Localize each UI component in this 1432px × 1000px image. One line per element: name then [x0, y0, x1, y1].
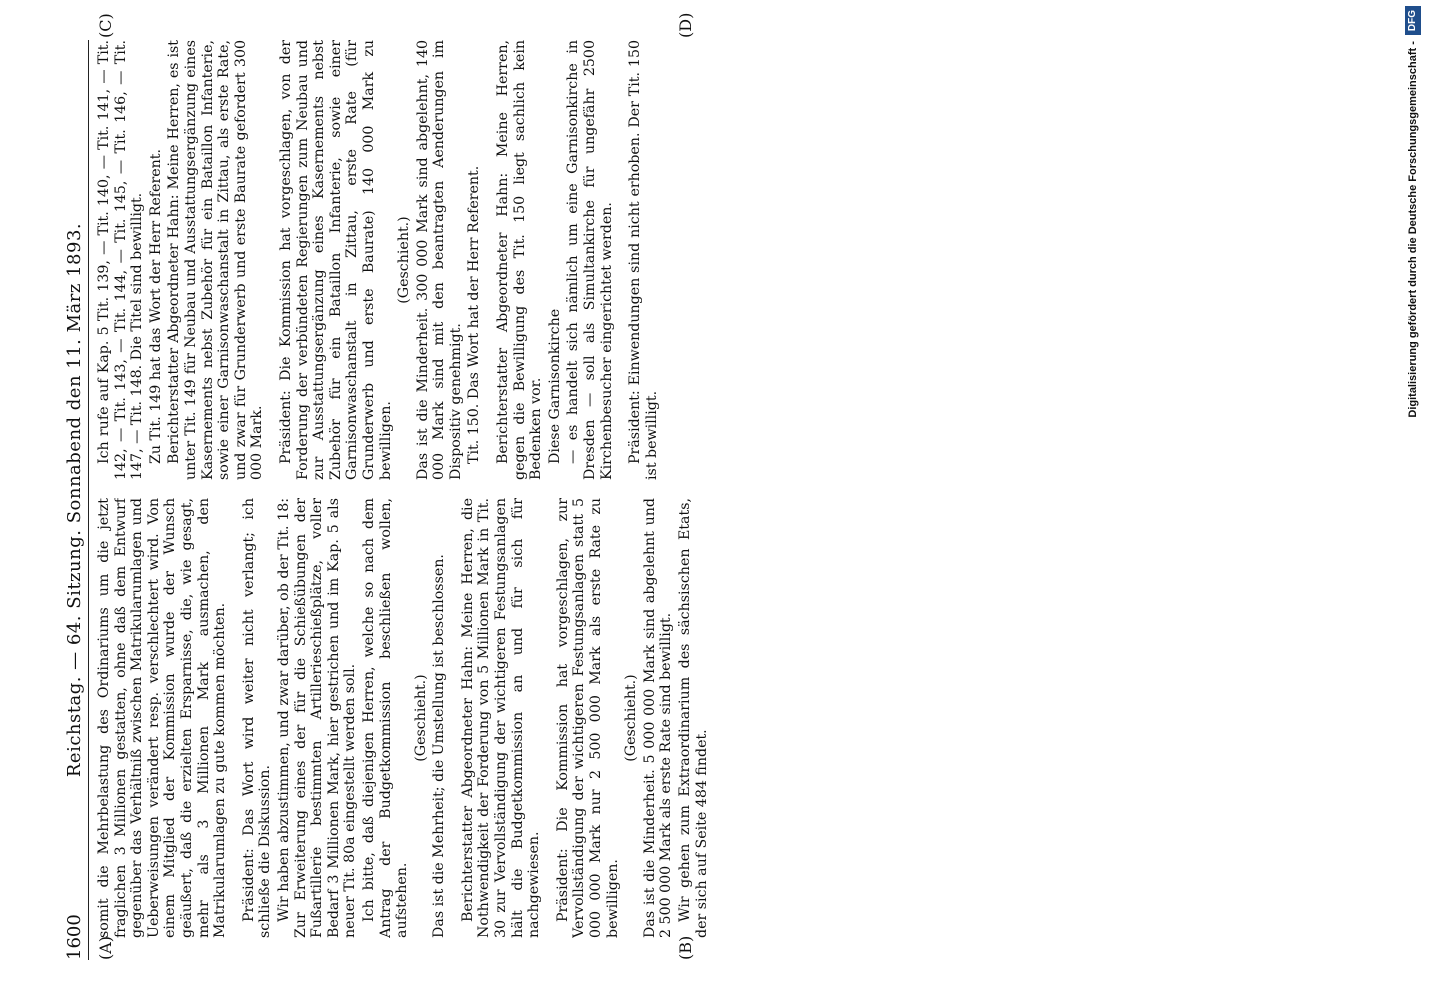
- footer-text-line: [1396, 0, 1430, 1000]
- margin-marker-d: (D): [676, 12, 695, 38]
- paragraph: Wir gehen zum Extraordinarium des sächsischen Etats, der sich auf Seite 484 findet.: [677, 498, 710, 938]
- paragraph: (Geschieht.): [623, 674, 640, 762]
- right-column: [96, 40, 1376, 480]
- paragraph: Wir haben abzustimmen, und zwar darüber, ob der Tit. 18: Zur Erweiterung eines der für die Schießübungen der Fußartillerie bestimmten Artillerieschießplätze, voller Bedarf 3 Millionen Mark, hier gestrichen und im Kap. 5 als neuer Tit. 80a eingestellt werden soll.: [275, 498, 359, 938]
- margin-marker-c: (C): [96, 13, 115, 38]
- paragraph: Zu Tit. 149 hat das Wort der Herr Referent.: [147, 149, 164, 464]
- margin-marker-b: (B): [676, 935, 695, 960]
- paragraph: Berichterstatter Abgeordneter Hahn: Meine Herren, die Nothwendigkeit der Forderung von 5 Millionen Mark in Tit. 30 zur Vervollständigung der wichtigeren Festungsanlagen hält die Budgetkommission an und für sich für nachgewiesen.: [459, 498, 543, 938]
- paragraph: Das ist die Minderheit. 5 000 000 Mark sind abgelehnt und 2 500 000 Mark als erste Rate sind bewilligt.: [641, 498, 675, 938]
- paragraph: Präsident: Das Wort wird weiter nicht verlangt; ich schließe die Diskussion.: [240, 498, 274, 938]
- page-header: [62, 40, 89, 960]
- paragraph: Berichterstatter Abgeordneter Hahn: Meine Herren, es ist unter Tit. 149 für Neubau und Ausstattungsergänzung eines Kasernements nebst Zubehör für ein Bataillon Infanterie, sowie einer Garnisonwaschanstalt in Zittau, als erste Rate, und zwar für Grunderwerb und erste Baurate gefordert 300 000 Mark.: [166, 40, 266, 480]
- paragraph: Das ist die Minderheit. 300 000 Mark sind abgelehnt, 140 000 Mark sind mit den beantragten Aenderungen im Dispositiv genehmigt.: [414, 40, 464, 480]
- paragraph: Berichterstatter Abgeordneter Hahn: Meine Herren, gegen die Bewilligung des Tit. 150 liegt sachlich kein Bedenken vor.: [495, 40, 545, 480]
- paragraph: (Geschieht.): [412, 674, 429, 762]
- paragraph: Präsident: Einwendungen sind nicht erhoben. Der Tit. 150 ist bewilligt.: [627, 40, 660, 480]
- paragraph: Das ist die Mehrheit; die Umstellung ist beschlossen.: [431, 554, 448, 938]
- paragraph: Tit. 150. Das Wort hat der Herr Referent.: [466, 165, 483, 464]
- paragraph: Präsident: Die Kommission hat vorgeschlagen, von der Forderung der verbündeten Regierungen zum Neubau und zur Ausstattungsergänzung eines Kasernements nebst Zubehör für ein Bataillon Infanterie, sowie einer Garnisonwaschanstalt in Zittau, erste Rate (für Grunderwerb und erste Baurate) 140 000 Mark zu bewilligen.: [277, 40, 394, 480]
- paragraph: Ich rufe auf Kap. 5 Tit. 139, — Tit. 140, — Tit. 141, — Tit. 142, — Tit. 143, — Tit. 144, — Tit. 145, — Tit. 146, — Tit. 147, — Tit. 148. Die Titel sind bewilligt.: [96, 40, 146, 480]
- paragraph: (Geschieht.): [396, 216, 413, 304]
- footer-text: Digitalisierung gefördert durch die Deutsche Forschungsgemeinschaft -: [1407, 41, 1419, 418]
- paragraph: somit die Mehrbelastung des Ordinariums um die jetzt fraglichen 3 Millionen gestatten, ohne daß dem Entwurf gegenüber das Verhältniß zwischen Matrikularumlagen und Ueberweisungen verändert resp. verschlechtert wird. Von einem Mitglied der Kommission wurde der Wunsch geäußert, daß die erzielten Ersparnisse, die, wie gesagt, mehr als 3 Millionen Mark ausmachen, den Matrikularumlagen zu gute kommen möchten.: [96, 498, 229, 938]
- dfg-logo: DFG: [1405, 6, 1421, 35]
- paragraph: Ich bitte, daß diejenigen Herren, welche so nach dem Antrag der Budgetkommission beschließen wollen, aufstehen.: [360, 498, 411, 938]
- paragraph: — es handelt sich nämlich um eine Garnisonkirche in Dresden — soll als Simultankirche für ungefähr 2500 Kirchenbesucher eingerichtet werden.: [565, 40, 615, 480]
- page-title: Reichstag. — 64. Sitzung. Sonnabend den 11. März 1893.: [64, 222, 85, 778]
- paragraph: Diese Garnisonkirche: [546, 308, 563, 464]
- left-column: [96, 498, 1376, 938]
- paragraph: Präsident: Die Kommission hat vorgeschlagen, zur Vervollständigung der wichtigeren Festungsanlagen statt 5 000 000 Mark nur 2 500 000 Mark als erste Rate zu bewilligen.: [554, 498, 621, 938]
- page-number: 1600: [64, 914, 85, 960]
- digitization-footer: [1396, 0, 1430, 1000]
- margin-marker-a: (A): [96, 935, 115, 960]
